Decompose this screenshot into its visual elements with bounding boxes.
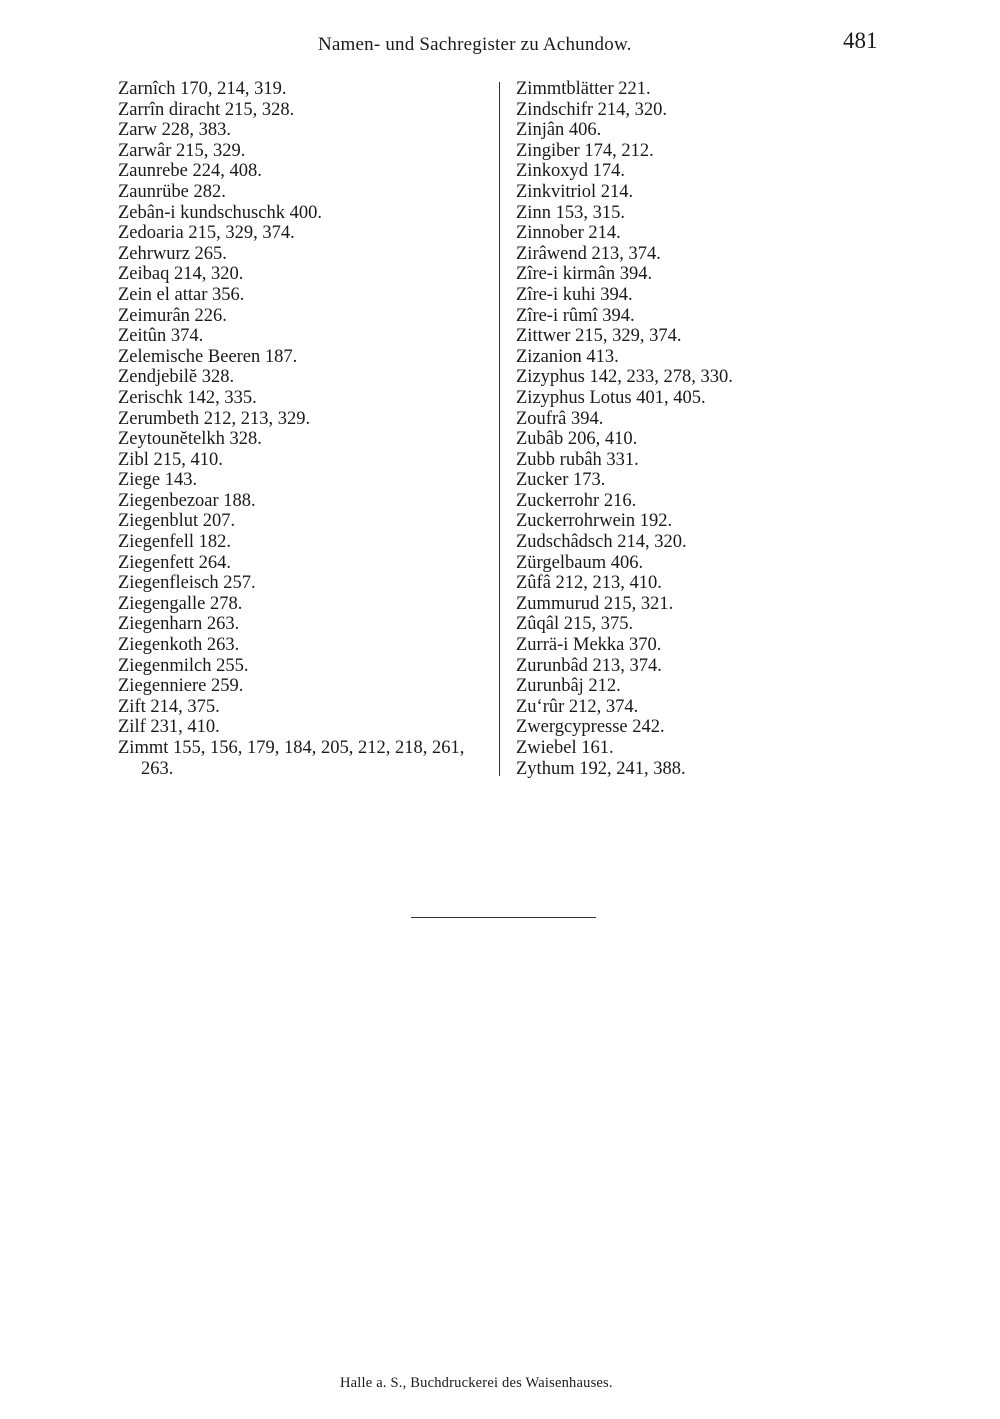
index-entry: Zinnober 214. — [516, 223, 621, 244]
index-entry: Ziegenniere 259. — [118, 676, 244, 697]
index-entry: Zuckerrohrwein 192. — [516, 511, 673, 532]
index-entry: Zinn 153, 315. — [516, 202, 625, 223]
index-entry: Ziegenfell 182. — [118, 532, 232, 553]
index-entry: Zehrwurz 265. — [118, 243, 227, 264]
index-column-left — [118, 79, 493, 779]
index-entry: Zerumbeth 212, 213, 329. — [118, 408, 311, 429]
index-column-right — [516, 79, 816, 779]
index-entry: Zein el attar 356. — [118, 284, 245, 305]
index-entry: Ziegenfleisch 257. — [118, 573, 256, 594]
index-entry: Zudschâdsch 214, 320. — [516, 532, 687, 553]
index-entry: Zuckerrohr 216. — [516, 490, 637, 511]
index-entry: Zûfâ 212, 213, 410. — [516, 573, 662, 594]
column-divider — [499, 82, 500, 776]
index-entry: Ziegenbezoar 188. — [118, 490, 256, 511]
index-entry: Zendjebilĕ 328. — [118, 367, 235, 388]
running-title: Namen- und Sachregister zu Achundow. — [318, 34, 632, 55]
index-entry: Zirâwend 213, 374. — [516, 243, 661, 264]
index-entry: Zinkoxyd 174. — [516, 161, 625, 182]
index-entry: Zedoaria 215, 329, 374. — [118, 223, 295, 244]
index-entry: Zift 214, 375. — [118, 696, 220, 717]
index-entry: Zelemische Beeren 187. — [118, 346, 298, 367]
index-entry: Ziegenfett 264. — [118, 552, 232, 573]
index-entry: Ziege 143. — [118, 470, 198, 491]
index-entry: Zeitûn 374. — [118, 326, 204, 347]
index-entry: Zîre-i kuhi 394. — [516, 284, 633, 305]
index-entry: Ziegenblut 207. — [118, 511, 236, 532]
index-entry: Zürgelbaum 406. — [516, 552, 644, 573]
index-entry: Zîre-i rûmî 394. — [516, 305, 635, 326]
index-entry: Zubb rubâh 331. — [516, 449, 639, 470]
index-entry: Zaunrebe 224, 408. — [118, 161, 262, 182]
index-entry: Zerischk 142, 335. — [118, 387, 257, 408]
index-entry: Zarrîn diracht 215, 328. — [118, 99, 295, 120]
index-entry: Zeytounĕtelkh 328. — [118, 429, 262, 450]
index-entry: Zubâb 206, 410. — [516, 429, 638, 450]
index-entry: Zûqâl 215, 375. — [516, 614, 634, 635]
index-entry: Zummurud 215, 321. — [516, 593, 674, 614]
printer-imprint: Halle a. S., Buchdruckerei des Waisenhauses. — [340, 1375, 613, 1391]
index-entry: Zarwâr 215, 329. — [118, 140, 246, 161]
index-entry: Zizyphus 142, 233, 278, 330. — [516, 367, 733, 388]
index-entry: Zythum 192, 241, 388. — [516, 758, 686, 779]
index-entry: Ziegenkoth 263. — [118, 635, 240, 656]
index-entry: Zizanion 413. — [516, 346, 619, 367]
index-entry: Zeimurân 226. — [118, 305, 227, 326]
index-entry: Zebân-i kundschuschk 400. — [118, 202, 322, 223]
index-entry: Zucker 173. — [516, 470, 606, 491]
index-entry: Zittwer 215, 329, 374. — [516, 326, 682, 347]
index-entry: Zindschifr 214, 320. — [516, 99, 668, 120]
index-entry: Zeibaq 214, 320. — [118, 264, 244, 285]
index-entry: Zimmtblätter 221. — [516, 79, 651, 99]
index-entry: Zoufrâ 394. — [516, 408, 604, 429]
index-entry: Ziegengalle 278. — [118, 593, 243, 614]
index-entry: Zwergcypresse 242. — [516, 717, 665, 738]
index-entry: Zu‘rûr 212, 374. — [516, 696, 639, 717]
index-entry: Zurrä-i Mekka 370. — [516, 635, 662, 656]
index-entry: Zaunrübe 282. — [118, 181, 226, 202]
index-entry: Zwiebel 161. — [516, 738, 614, 758]
index-entry: Zurunbâd 213, 374. — [516, 655, 662, 676]
index-entry: Zîre-i kirmân 394. — [516, 264, 653, 285]
index-entry: Zinjân 406. — [516, 120, 602, 141]
index-entry: Zarw 228, 383. — [118, 120, 232, 141]
index-entry: Zarnîch 170, 214, 319. — [118, 79, 287, 99]
index-entry: Ziegenmilch 255. — [118, 655, 249, 676]
index-entry: Zinkvitriol 214. — [516, 181, 634, 202]
index-entry: Zingiber 174, 212. — [516, 140, 654, 161]
index-entry: Zibl 215, 410. — [118, 449, 223, 470]
index-entry: Zilf 231, 410. — [118, 717, 220, 738]
page-number: 481 — [843, 28, 878, 53]
end-rule — [411, 917, 596, 918]
index-entry: Ziegenharn 263. — [118, 614, 240, 635]
index-entry: Zimmt 155, 156, 179, 184, 205, 212, 218, 261, 263. — [118, 738, 465, 779]
index-entry: Zizyphus Lotus 401, 405. — [516, 387, 706, 408]
index-entry: Zurunbâj 212. — [516, 676, 621, 697]
